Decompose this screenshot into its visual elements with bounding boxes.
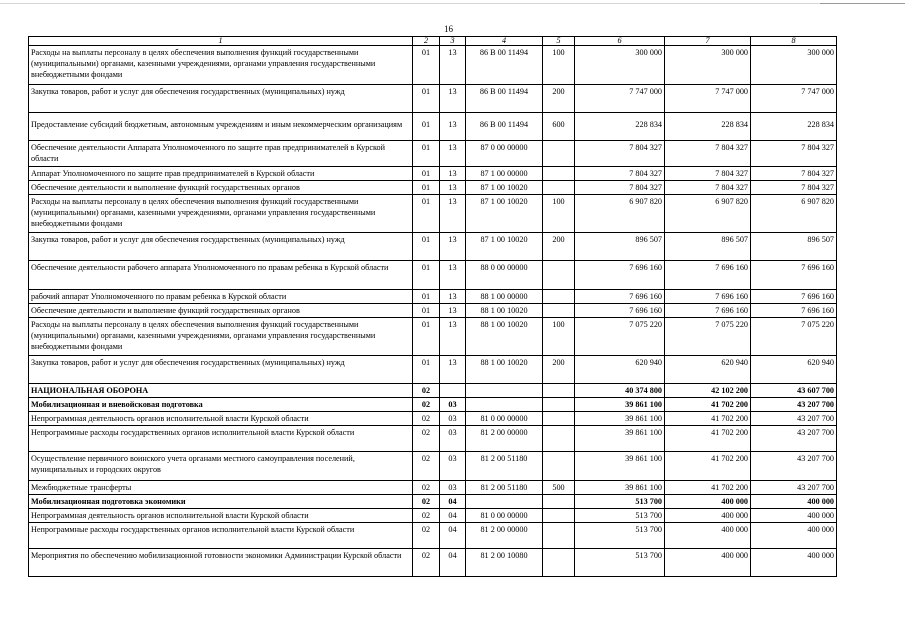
column-number: 8 <box>751 37 837 46</box>
target-article-code: 86 В 00 11494 <box>466 85 543 113</box>
expense-type-code: 100 <box>543 318 575 356</box>
table-row <box>29 356 837 384</box>
amount-year-1: 39 861 100 <box>575 481 665 495</box>
row-name: Аппарат Уполномоченного по защите прав предпринимателей в Курской области <box>29 167 413 181</box>
column-number: 4 <box>466 37 543 46</box>
target-article-code: 81 2 00 00000 <box>466 426 543 452</box>
row-name: Непрограммные расходы государственных органов исполнительной власти Курской области <box>29 426 413 452</box>
expense-type-code: 200 <box>543 85 575 113</box>
target-article-code: 87 0 00 00000 <box>466 141 543 167</box>
table-row <box>29 141 837 167</box>
table-row <box>29 113 837 141</box>
amount-year-1: 7 696 160 <box>575 290 665 304</box>
table-row <box>29 509 837 523</box>
table-row <box>29 46 837 85</box>
target-article-code <box>466 384 543 398</box>
amount-year-1: 7 804 327 <box>575 167 665 181</box>
subsection-code: 13 <box>440 85 466 113</box>
table-row <box>29 523 837 549</box>
target-article-code: 88 0 00 00000 <box>466 261 543 290</box>
amount-year-3: 43 207 700 <box>751 481 837 495</box>
row-name: Закупка товаров, работ и услуг для обеспечения государственных (муниципальных) нужд <box>29 85 413 113</box>
column-number: 6 <box>575 37 665 46</box>
row-name: Непрограммные расходы государственных органов исполнительной власти Курской области <box>29 523 413 549</box>
expense-type-code: 200 <box>543 356 575 384</box>
subsection-code: 03 <box>440 412 466 426</box>
column-number: 2 <box>413 37 440 46</box>
expense-type-code <box>543 384 575 398</box>
amount-year-1: 6 907 820 <box>575 195 665 233</box>
expense-type-code: 600 <box>543 113 575 141</box>
target-article-code: 81 0 00 00000 <box>466 509 543 523</box>
amount-year-1: 40 374 800 <box>575 384 665 398</box>
table-row <box>29 167 837 181</box>
section-code: 01 <box>413 304 440 318</box>
table-row <box>29 304 837 318</box>
target-article-code: 86 В 00 11494 <box>466 113 543 141</box>
section-code: 01 <box>413 290 440 304</box>
row-name: Обеспечение деятельности и выполнение функций государственных органов <box>29 181 413 195</box>
amount-year-2: 7 696 160 <box>665 290 751 304</box>
amount-year-1: 513 700 <box>575 523 665 549</box>
amount-year-3: 7 747 000 <box>751 85 837 113</box>
table-row <box>29 384 837 398</box>
column-number: 3 <box>440 37 466 46</box>
amount-year-1: 513 700 <box>575 549 665 577</box>
page-number: 16 <box>444 24 453 34</box>
expense-type-code: 100 <box>543 195 575 233</box>
target-article-code: 81 0 00 00000 <box>466 412 543 426</box>
amount-year-1: 7 804 327 <box>575 141 665 167</box>
row-name: Расходы на выплаты персоналу в целях обеспечения выполнения функций государственными (муниципальными) органами, казенными учреждениями, органами управления государственными внебюджетными фондами <box>29 46 413 85</box>
subsection-code: 03 <box>440 481 466 495</box>
amount-year-3: 7 075 220 <box>751 318 837 356</box>
row-name: Мобилизационная и вневойсковая подготовка <box>29 398 413 412</box>
table-row <box>29 290 837 304</box>
amount-year-1: 39 861 100 <box>575 426 665 452</box>
expense-type-code <box>543 412 575 426</box>
section-code: 02 <box>413 452 440 481</box>
expense-type-code <box>543 290 575 304</box>
amount-year-1: 7 696 160 <box>575 261 665 290</box>
amount-year-2: 7 075 220 <box>665 318 751 356</box>
amount-year-2: 41 702 200 <box>665 412 751 426</box>
expense-type-code <box>543 509 575 523</box>
expense-type-code <box>543 495 575 509</box>
table-row <box>29 85 837 113</box>
subsection-code: 03 <box>440 426 466 452</box>
amount-year-1: 7 696 160 <box>575 304 665 318</box>
row-name: Предоставление субсидий бюджетным, автономным учреждениям и иным некоммерческим организациям <box>29 113 413 141</box>
table-row <box>29 233 837 261</box>
expense-type-code <box>543 261 575 290</box>
amount-year-2: 6 907 820 <box>665 195 751 233</box>
target-article-code: 88 1 00 10020 <box>466 304 543 318</box>
target-article-code: 87 1 00 10020 <box>466 181 543 195</box>
subsection-code: 13 <box>440 113 466 141</box>
amount-year-1: 513 700 <box>575 509 665 523</box>
amount-year-2: 620 940 <box>665 356 751 384</box>
amount-year-3: 7 696 160 <box>751 261 837 290</box>
target-article-code: 88 1 00 00000 <box>466 290 543 304</box>
section-code: 01 <box>413 181 440 195</box>
column-number: 1 <box>29 37 413 46</box>
amount-year-3: 400 000 <box>751 549 837 577</box>
subsection-code: 13 <box>440 181 466 195</box>
scan-edge-line-right <box>820 3 905 4</box>
section-code: 01 <box>413 85 440 113</box>
table-row <box>29 195 837 233</box>
amount-year-3: 300 000 <box>751 46 837 85</box>
amount-year-3: 7 804 327 <box>751 181 837 195</box>
table-row <box>29 481 837 495</box>
amount-year-2: 7 696 160 <box>665 304 751 318</box>
amount-year-1: 620 940 <box>575 356 665 384</box>
expense-type-code <box>543 167 575 181</box>
amount-year-2: 400 000 <box>665 495 751 509</box>
section-code: 02 <box>413 549 440 577</box>
amount-year-2: 7 696 160 <box>665 261 751 290</box>
target-article-code: 87 1 00 10020 <box>466 195 543 233</box>
section-code: 01 <box>413 141 440 167</box>
table-row <box>29 181 837 195</box>
target-article-code: 81 2 00 51180 <box>466 481 543 495</box>
amount-year-2: 7 747 000 <box>665 85 751 113</box>
amount-year-3: 6 907 820 <box>751 195 837 233</box>
row-name: Обеспечение деятельности рабочего аппарата Уполномоченного по правам ребенка в Курской области <box>29 261 413 290</box>
amount-year-3: 7 804 327 <box>751 141 837 167</box>
amount-year-2: 400 000 <box>665 523 751 549</box>
amount-year-3: 7 696 160 <box>751 304 837 318</box>
subsection-code: 13 <box>440 318 466 356</box>
section-code: 02 <box>413 412 440 426</box>
expense-type-code: 500 <box>543 481 575 495</box>
row-name: Непрограммная деятельность органов исполнительной власти Курской области <box>29 509 413 523</box>
table-row <box>29 318 837 356</box>
section-code: 02 <box>413 398 440 412</box>
subsection-code: 13 <box>440 290 466 304</box>
subsection-code: 04 <box>440 549 466 577</box>
amount-year-1: 7 804 327 <box>575 181 665 195</box>
expense-type-code <box>543 304 575 318</box>
row-name: НАЦИОНАЛЬНАЯ ОБОРОНА <box>29 384 413 398</box>
target-article-code: 88 1 00 10020 <box>466 318 543 356</box>
amount-year-1: 39 861 100 <box>575 412 665 426</box>
amount-year-2: 400 000 <box>665 549 751 577</box>
subsection-code: 13 <box>440 141 466 167</box>
amount-year-3: 7 804 327 <box>751 167 837 181</box>
amount-year-2: 896 507 <box>665 233 751 261</box>
section-code: 02 <box>413 426 440 452</box>
table-row <box>29 412 837 426</box>
amount-year-2: 41 702 200 <box>665 398 751 412</box>
row-name: Обеспечение деятельности и выполнение функций государственных органов <box>29 304 413 318</box>
section-code: 01 <box>413 195 440 233</box>
table-row <box>29 426 837 452</box>
section-code: 01 <box>413 233 440 261</box>
subsection-code: 13 <box>440 233 466 261</box>
amount-year-3: 400 000 <box>751 523 837 549</box>
section-code: 01 <box>413 261 440 290</box>
amount-year-2: 41 702 200 <box>665 481 751 495</box>
expense-type-code <box>543 398 575 412</box>
section-code: 02 <box>413 481 440 495</box>
row-name: Межбюджетные трансферты <box>29 481 413 495</box>
amount-year-3: 43 207 700 <box>751 452 837 481</box>
subsection-code: 04 <box>440 509 466 523</box>
amount-year-1: 896 507 <box>575 233 665 261</box>
subsection-code: 04 <box>440 495 466 509</box>
table-body <box>29 46 837 577</box>
amount-year-1: 39 861 100 <box>575 452 665 481</box>
amount-year-2: 300 000 <box>665 46 751 85</box>
expense-type-code: 100 <box>543 46 575 85</box>
expense-type-code <box>543 141 575 167</box>
section-code: 01 <box>413 318 440 356</box>
target-article-code: 81 2 00 10080 <box>466 549 543 577</box>
expense-type-code <box>543 452 575 481</box>
amount-year-3: 896 507 <box>751 233 837 261</box>
target-article-code <box>466 398 543 412</box>
amount-year-3: 43 207 700 <box>751 426 837 452</box>
amount-year-3: 7 696 160 <box>751 290 837 304</box>
table-row <box>29 549 837 577</box>
column-number-row <box>29 37 837 46</box>
expense-type-code <box>543 181 575 195</box>
amount-year-3: 620 940 <box>751 356 837 384</box>
row-name: Закупка товаров, работ и услуг для обеспечения государственных (муниципальных) нужд <box>29 356 413 384</box>
target-article-code: 81 2 00 51180 <box>466 452 543 481</box>
row-name: Мероприятия по обеспечению мобилизационной готовности экономики Администрации Курской области <box>29 549 413 577</box>
subsection-code: 13 <box>440 356 466 384</box>
section-code: 01 <box>413 113 440 141</box>
target-article-code: 87 1 00 00000 <box>466 167 543 181</box>
target-article-code: 86 В 00 11494 <box>466 46 543 85</box>
amount-year-1: 228 834 <box>575 113 665 141</box>
amount-year-1: 7 747 000 <box>575 85 665 113</box>
section-code: 02 <box>413 509 440 523</box>
amount-year-2: 7 804 327 <box>665 167 751 181</box>
row-name: Расходы на выплаты персоналу в целях обеспечения выполнения функций государственными (муниципальными) органами, казенными учреждениями, органами управления государственными внебюджетными фондами <box>29 195 413 233</box>
amount-year-2: 42 102 200 <box>665 384 751 398</box>
subsection-code: 04 <box>440 523 466 549</box>
table-row <box>29 398 837 412</box>
target-article-code <box>466 495 543 509</box>
amount-year-3: 43 207 700 <box>751 398 837 412</box>
subsection-code: 13 <box>440 304 466 318</box>
section-code: 01 <box>413 356 440 384</box>
row-name: Непрограммная деятельность органов исполнительной власти Курской области <box>29 412 413 426</box>
row-name: Мобилизационная подготовка экономики <box>29 495 413 509</box>
expense-type-code: 200 <box>543 233 575 261</box>
section-code: 02 <box>413 495 440 509</box>
target-article-code: 81 2 00 00000 <box>466 523 543 549</box>
amount-year-2: 400 000 <box>665 509 751 523</box>
amount-year-3: 400 000 <box>751 495 837 509</box>
amount-year-2: 7 804 327 <box>665 141 751 167</box>
amount-year-2: 7 804 327 <box>665 181 751 195</box>
amount-year-2: 228 834 <box>665 113 751 141</box>
row-name: Осуществление первичного воинского учета органами местного самоуправления поселений, муниципальных и городских округов <box>29 452 413 481</box>
subsection-code <box>440 384 466 398</box>
amount-year-1: 7 075 220 <box>575 318 665 356</box>
budget-table <box>28 36 837 577</box>
column-number: 7 <box>665 37 751 46</box>
section-code: 01 <box>413 167 440 181</box>
column-number: 5 <box>543 37 575 46</box>
expense-type-code <box>543 523 575 549</box>
section-code: 02 <box>413 384 440 398</box>
amount-year-1: 300 000 <box>575 46 665 85</box>
table-row <box>29 452 837 481</box>
amount-year-3: 228 834 <box>751 113 837 141</box>
expense-type-code <box>543 426 575 452</box>
row-name: Обеспечение деятельности Аппарата Уполномоченного по защите прав предпринимателей в Курской области <box>29 141 413 167</box>
subsection-code: 13 <box>440 195 466 233</box>
row-name: Расходы на выплаты персоналу в целях обеспечения выполнения функций государственными (муниципальными) органами, казенными учреждениями, органами управления государственными внебюджетными фондами <box>29 318 413 356</box>
target-article-code: 87 1 00 10020 <box>466 233 543 261</box>
row-name: рабочий аппарат Уполномоченного по правам ребенка в Курской области <box>29 290 413 304</box>
table-row <box>29 495 837 509</box>
subsection-code: 03 <box>440 452 466 481</box>
row-name: Закупка товаров, работ и услуг для обеспечения государственных (муниципальных) нужд <box>29 233 413 261</box>
subsection-code: 13 <box>440 167 466 181</box>
amount-year-1: 39 861 100 <box>575 398 665 412</box>
section-code: 02 <box>413 523 440 549</box>
amount-year-3: 43 607 700 <box>751 384 837 398</box>
amount-year-3: 43 207 700 <box>751 412 837 426</box>
amount-year-1: 513 700 <box>575 495 665 509</box>
amount-year-3: 400 000 <box>751 509 837 523</box>
scan-edge-line <box>0 3 905 4</box>
subsection-code: 03 <box>440 398 466 412</box>
table-row <box>29 261 837 290</box>
amount-year-2: 41 702 200 <box>665 426 751 452</box>
target-article-code: 88 1 00 10020 <box>466 356 543 384</box>
subsection-code: 13 <box>440 261 466 290</box>
section-code: 01 <box>413 46 440 85</box>
expense-type-code <box>543 549 575 577</box>
amount-year-2: 41 702 200 <box>665 452 751 481</box>
subsection-code: 13 <box>440 46 466 85</box>
